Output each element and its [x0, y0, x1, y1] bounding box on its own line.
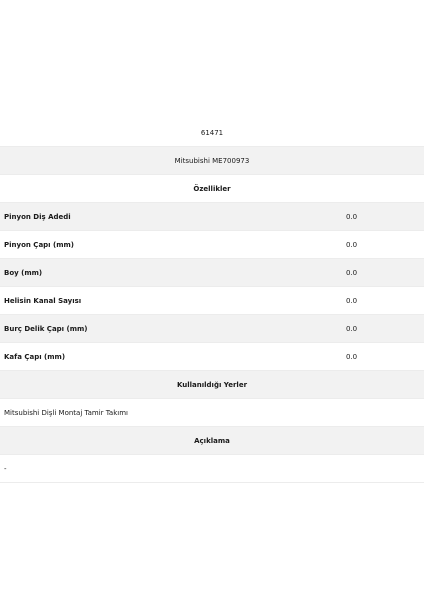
feature-label: Pinyon Çapı (mm) — [4, 240, 74, 249]
feature-label: Kafa Çapı (mm) — [4, 352, 66, 361]
usage-text: Mitsubishi Dişli Montaj Tamir Takımı — [4, 408, 128, 417]
description-row — [0, 455, 424, 483]
description-text: - — [4, 464, 7, 473]
feature-row — [0, 287, 424, 315]
usage-row — [0, 399, 424, 427]
product-name: Mitsubishi ME700973 — [174, 156, 250, 165]
feature-row — [0, 231, 424, 259]
usage-heading: Kullanıldığı Yerler — [176, 380, 248, 389]
feature-row — [0, 315, 424, 343]
feature-value: 0.0 — [346, 352, 358, 361]
feature-value: 0.0 — [346, 240, 358, 249]
product-code-row — [0, 119, 424, 147]
feature-label: Boy (mm) — [4, 268, 43, 277]
feature-value: 0.0 — [346, 212, 358, 221]
features-heading-row — [0, 175, 424, 203]
feature-value: 0.0 — [346, 268, 358, 277]
description-heading: Açıklama — [194, 436, 230, 445]
description-heading-row — [0, 427, 424, 455]
feature-row — [0, 203, 424, 231]
usage-heading-row — [0, 371, 424, 399]
product-code: 61471 — [200, 128, 224, 137]
feature-value: 0.0 — [346, 296, 358, 305]
product-spec-sheet — [0, 119, 424, 483]
feature-row — [0, 259, 424, 287]
features-heading: Özellikler — [193, 184, 231, 193]
feature-value: 0.0 — [346, 324, 358, 333]
product-name-row — [0, 147, 424, 175]
feature-label: Helisin Kanal Sayısı — [4, 296, 82, 305]
feature-label: Pinyon Diş Adedi — [4, 212, 71, 221]
feature-row — [0, 343, 424, 371]
feature-label: Burç Delik Çapı (mm) — [4, 324, 88, 333]
